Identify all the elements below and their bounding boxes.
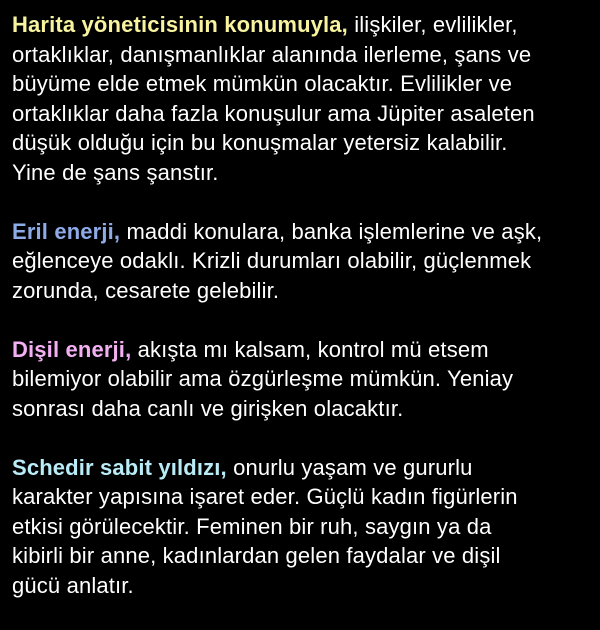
paragraph-heading: Harita yöneticisinin konumuyla, xyxy=(12,12,348,37)
paragraph-ruler-position xyxy=(12,10,596,187)
paragraph-schedir-star xyxy=(12,453,596,601)
paragraph-masculine-energy xyxy=(12,217,596,306)
paragraph-heading: Schedir sabit yıldızı, xyxy=(12,454,227,480)
paragraph-body: ilişkiler, evlilikler, ortaklıklar, danışmanlıklar alanında ilerleme, şans ve büyüme elde etmek mümkün olacaktır. Evlilikler ve ortaklıklar daha fazla konuşulur ama Jüpiter asaleten düşük olduğu için bu konuşmalar yetersiz kalabilir. Yine de şans şanstır. xyxy=(12,12,535,185)
paragraph-heading: Eril enerji, xyxy=(12,218,121,244)
paragraph-heading: Dişil enerji, xyxy=(12,336,132,362)
paragraph-body: akışta mı kalsam, kontrol mü etsem bilemiyor olabilir ama özgürleşme mümkün. Yeniay sonrası daha canlı ve girişken olacaktır. xyxy=(12,336,514,421)
paragraph-body: maddi konulara, banka işlemlerine ve aşk, eğlenceye odaklı. Krizli durumları olabilir, güçlenmek zorunda, cesarete gelebilir. xyxy=(12,218,543,303)
paragraph-body: onurlu yaşam ve gururlu karakter yapısına işaret eder. Güçlü kadın figürlerin etkisi görülecektir. Feminen bir ruh, saygın ya da kibirli bir anne, kadınlardan gelen faydalar ve dişil gücü anlatır. xyxy=(12,454,518,598)
text-content xyxy=(12,10,596,630)
paragraph-feminine-energy xyxy=(12,335,596,424)
